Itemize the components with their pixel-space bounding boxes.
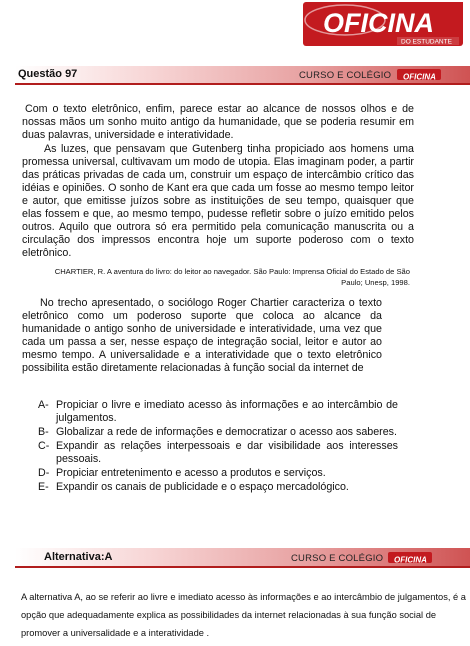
option-c	[38, 440, 398, 466]
option-letter: C-	[38, 440, 50, 452]
course-label-top: CURSO E COLÉGIO	[299, 70, 392, 81]
answer-options	[38, 399, 398, 495]
course-label-bottom: CURSO E COLÉGIO	[291, 553, 384, 564]
option-text: Propiciar entretenimento e acesso a produtos e serviços.	[56, 467, 326, 479]
logo-tagline: DO ESTUDANTE	[401, 38, 452, 46]
mini-logo-bottom	[388, 552, 432, 563]
option-text: Globalizar a rede de informações e democratizar o acesso aos saberes.	[56, 426, 397, 438]
logo-wordmark: OFICINA	[323, 8, 434, 38]
option-letter: D-	[38, 467, 50, 479]
answer-header-rule	[15, 566, 470, 568]
passage-paragraph-1: Com o texto eletrônico, enfim, parece estar ao alcance de nossos olhos e de nossas mãos um sonho muito antigo da humanidade, que se poderia resumir em duas palavras, universidade e interatividade.	[22, 103, 414, 141]
passage-citation: CHARTIER, R. A aventura do livro: do leitor ao navegador. São Paulo: Imprensa Oficial do Estado de São Paulo; Unesp, 1998.	[54, 267, 410, 287]
answer-title: Alternativa:A	[44, 551, 113, 563]
oficina-logo	[303, 2, 463, 46]
option-b	[38, 426, 398, 439]
oficina-logo-art	[303, 2, 463, 46]
option-text: Expandir as relações interpessoais e dar visibilidade aos interesses pessoais.	[56, 440, 398, 465]
option-d	[38, 467, 398, 480]
answer-explanation: A alternativa A, ao se referir ao livre e imediato acesso às informações e ao intercâmbio de julgamentos, é a opção que adequadamente explica as possibilidades da internet relacionadas à sua função social de promover a universalidade e a interatividade .	[21, 592, 466, 638]
mini-logo-top-text: OFICINA	[403, 72, 436, 82]
option-text: Expandir os canais de publicidade e o espaço mercadológico.	[56, 481, 349, 493]
question-title: Questão 97	[18, 68, 78, 80]
option-text: Propiciar o livre e imediato acesso às informações e ao intercâmbio de julgamentos.	[56, 399, 398, 424]
option-letter: E-	[38, 481, 49, 493]
mini-logo-bottom-text: OFICINA	[394, 555, 427, 565]
passage-paragraph-2: As luzes, que pensavam que Gutenberg tinha propiciado aos homens uma promessa universal, cultivavam um modo de utopia. Elas imaginam poder, a partir das práticas privadas de cada um, construir um espaço de intercâmbio crítico das idéias e opiniões. O sonho de Kant era que cada um fosse ao mesmo tempo leitor e autor, que emitisse juízos sobre as instituições de seu tempo, quaisquer que elas fossem e que, ao mesmo tempo, pudesse refletir sobre o juízo emitido pelos outros. Aquilo que outrora só era permitido pela comunicação manuscrita ou a circulação dos impressos encontra hoje um suporte poderoso com o texto eletrônico.	[22, 143, 414, 259]
question-prompt: No trecho apresentado, o sociólogo Roger Chartier caracteriza o texto eletrônico como um poderoso suporte que coloca ao alcance da humanidade o antigo sonho de universidade e interatividade, uma vez que cada um passa a ser, nesse espaço de integração social, leitor e autor ao mesmo tempo. A universalidade e a interatividade que o texto eletrônico possibilita estão diretamente relacionadas à função social da internet de	[22, 297, 382, 374]
option-a	[38, 399, 398, 425]
option-letter: B-	[38, 426, 49, 438]
option-e	[38, 481, 398, 494]
option-letter: A-	[38, 399, 49, 411]
question-header-rule	[15, 83, 470, 85]
mini-logo-top	[397, 69, 441, 80]
